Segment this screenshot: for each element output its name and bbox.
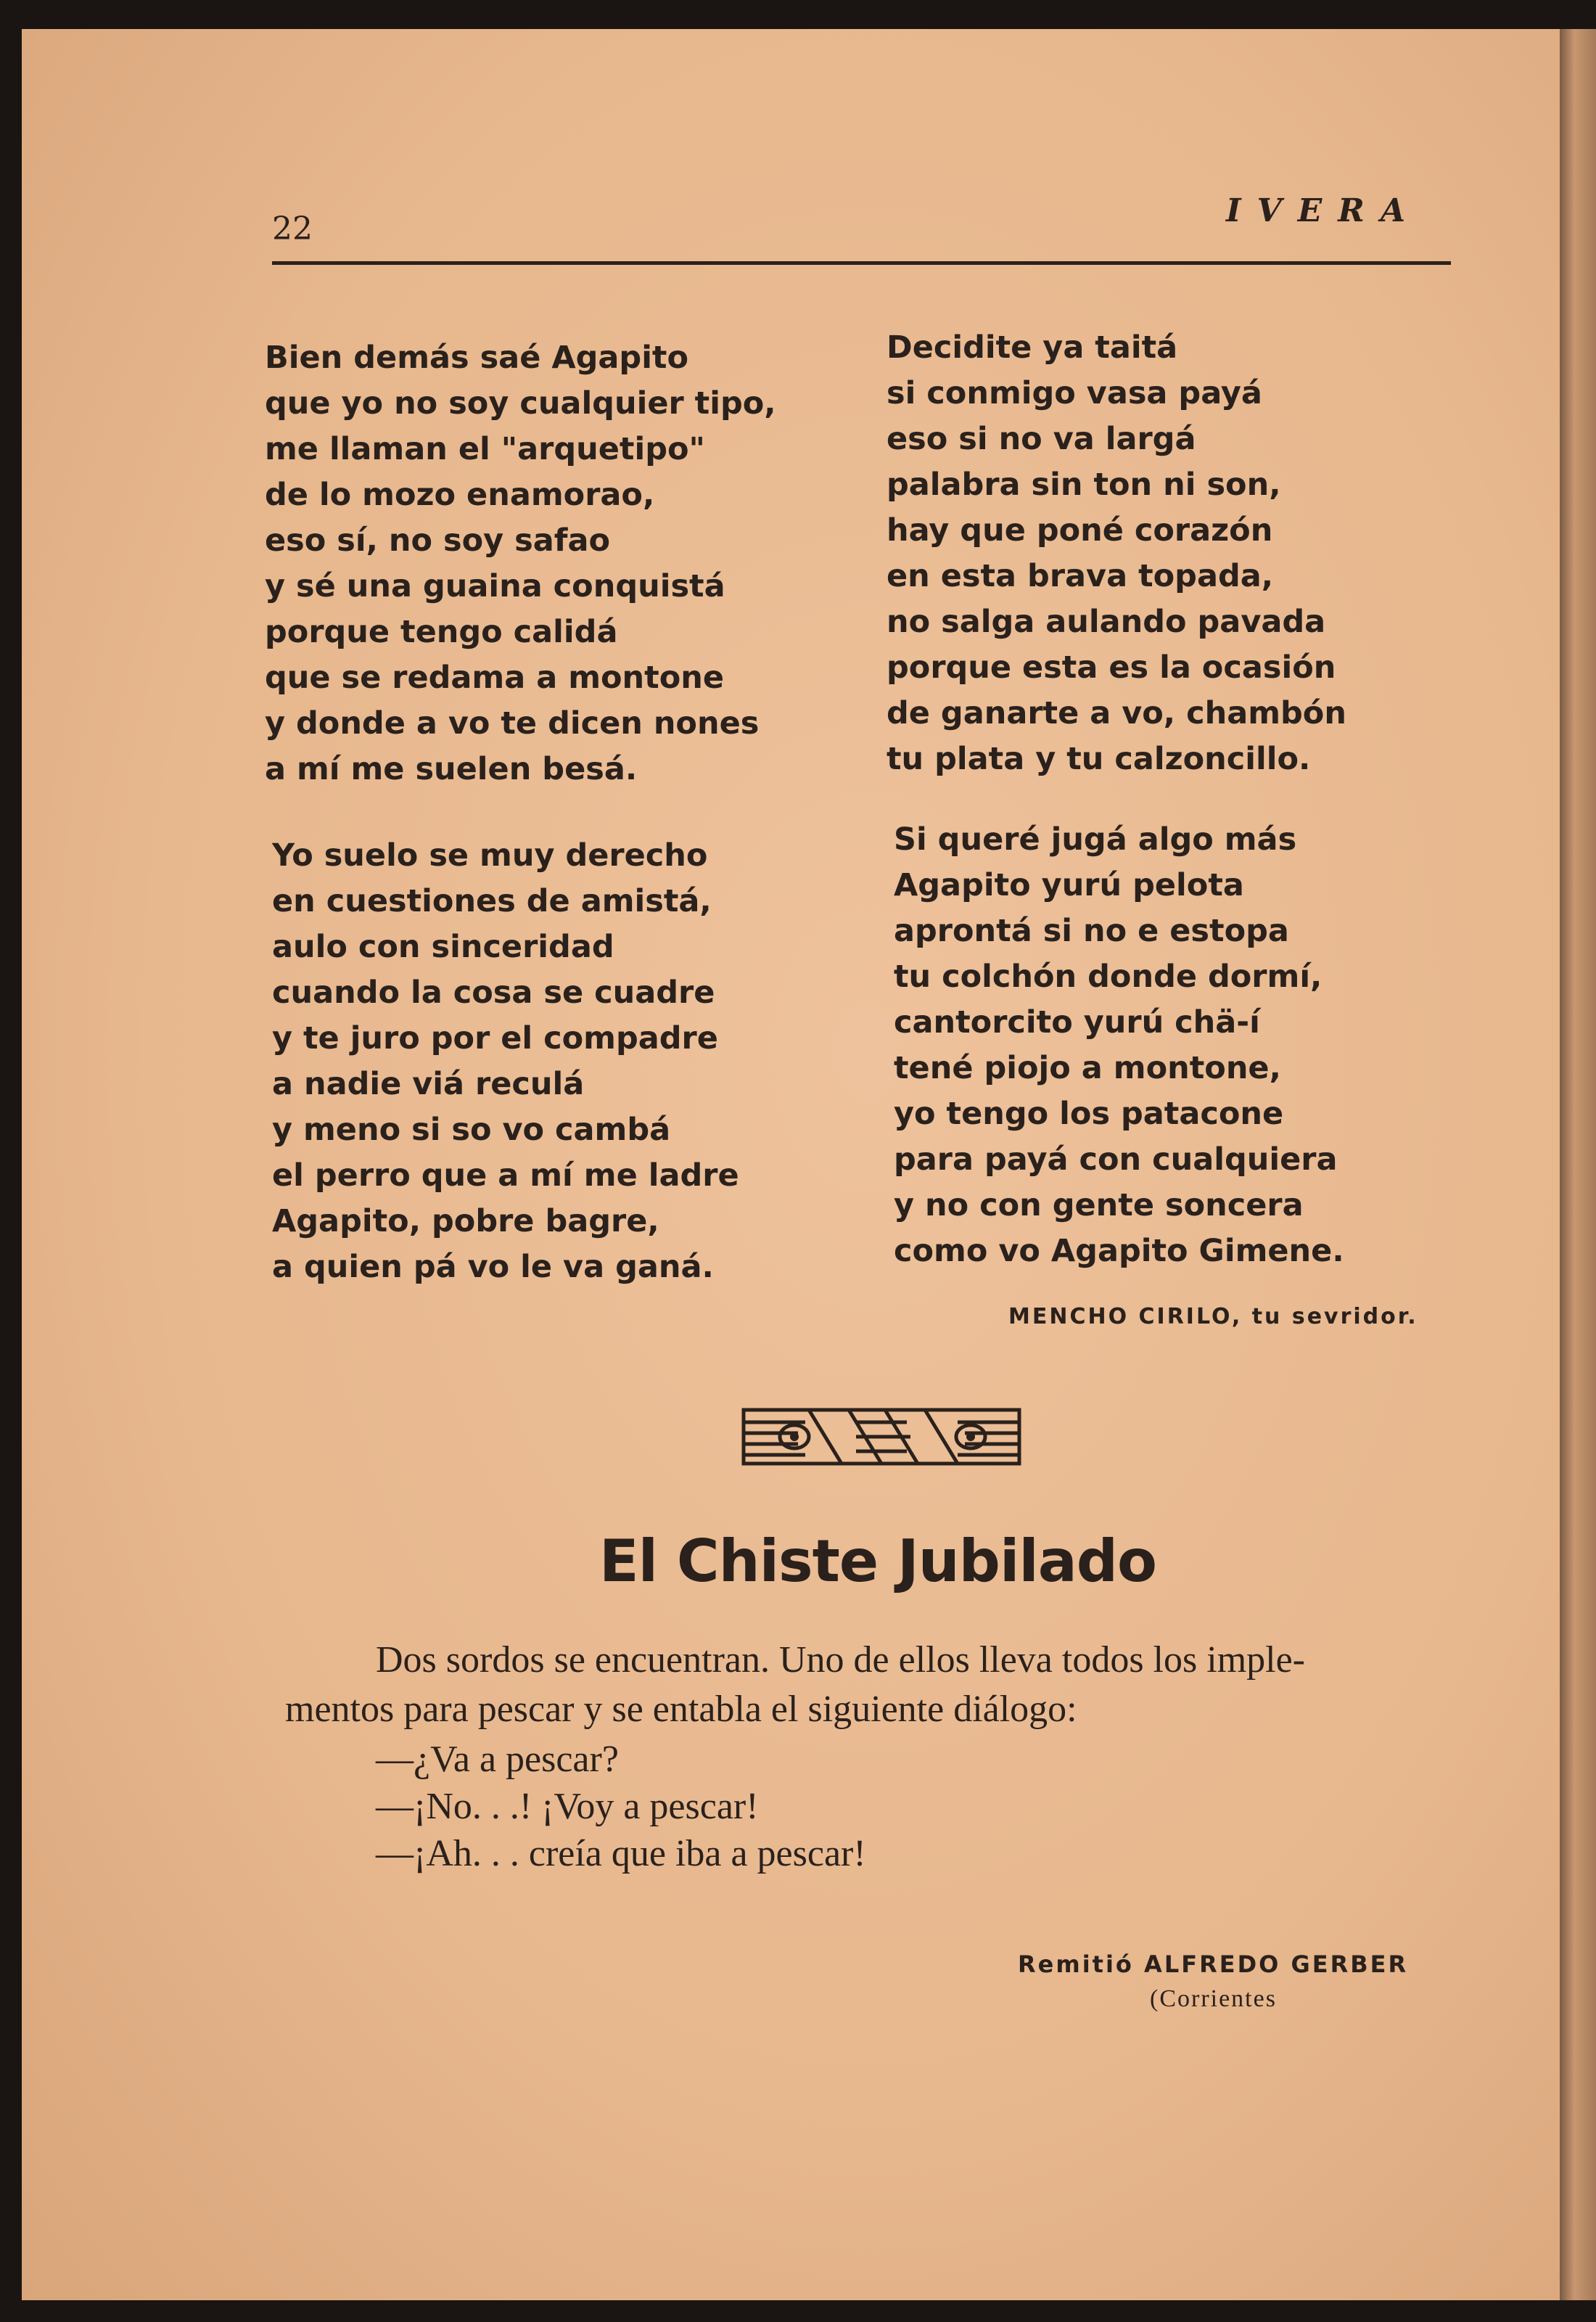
joke-paragraph-line-1: Dos sordos se encuentran. Uno de ellos lleva todos los imple- [376,1639,1305,1681]
header-rule [272,261,1451,265]
page-gutter [1560,29,1596,2300]
verse-line: a quien pá vo le va ganá. [272,1249,714,1285]
verse-line: eso si no va largá [887,421,1196,457]
joke-title: El Chiste Jubilado [598,1527,1156,1595]
verse-line: me llaman el "arquetipo" [265,431,705,467]
verse-line: tu plata y tu calzoncillo. [887,741,1311,777]
verse-line: en esta brava topada, [887,558,1274,594]
joke-dialogue-line: —¡Ah. . . creía que iba a pescar! [376,1833,866,1874]
ornament-divider [740,1397,1023,1477]
verse-line: aprontá si no e estopa [894,913,1289,949]
verse-line: y sé una guaina conquistá [265,568,725,604]
verse-line: palabra sin ton ni son, [887,467,1281,503]
verse-line: eso sí, no soy safao [265,522,611,559]
verse-line: cuando la cosa se cuadre [272,975,715,1011]
verse-line: que yo no soy cualquier tipo, [265,385,776,422]
verse-line: porque esta es la ocasión [887,649,1336,686]
joke-paragraph-line-2: mentos para pescar y se entabla el siguiente diálogo: [285,1689,1077,1730]
verse-line: para payá con cualquiera [894,1141,1338,1178]
verse-line: de ganarte a vo, chambón [887,695,1346,731]
verse-line: tu colchón donde dormí, [894,959,1323,995]
joke-dialogue-line: —¿Va a pescar? [376,1739,619,1780]
verse-line: Agapito yurú pelota [894,867,1244,903]
poem-signature: MENCHO CIRILO, tu sevridor. [1008,1304,1418,1329]
verse-line: Si queré jugá algo más [894,821,1297,858]
verse-line: hay que poné corazón [887,512,1273,549]
verse-line: a nadie viá reculá [272,1066,585,1102]
verse-line: si conmigo vasa payá [887,375,1262,411]
verse-line: aulo con sinceridad [272,929,614,965]
verse-line: cantorcito yurú chä-í [894,1004,1260,1041]
verse-line: yo tengo los patacone [894,1096,1284,1132]
verse-line: Agapito, pobre bagre, [272,1203,659,1239]
verse-line: no salga aulando pavada [887,604,1326,640]
verse-line: tené piojo a montone, [894,1050,1281,1086]
verse-line: que se redama a montone [265,660,725,696]
verse-line: y donde a vo te dicen nones [265,705,760,742]
poem-left-stanza-1 [265,335,776,792]
verse-line: en cuestiones de amistá, [272,883,712,919]
verse-line: y meno si so vo cambá [272,1112,671,1148]
poem-right-stanza-2 [894,817,1344,1274]
poem-right-stanza-1 [887,325,1346,782]
joke-sender-place: (Corrientes [1150,1985,1277,2012]
verse-line: porque tengo calidá [265,614,618,650]
page-number: 22 [272,210,313,247]
verse-line: el perro que a mí me ladre [272,1157,739,1194]
verse-line: como vo Agapito Gimene. [894,1233,1344,1269]
poem-left-stanza-2 [272,833,739,1290]
verse-line: a mí me suelen besá. [265,751,638,787]
verse-line: y te juro por el compadre [272,1020,718,1057]
verse-line: Bien demás saé Agapito [265,340,689,376]
verse-line: Yo suelo se muy derecho [272,837,708,874]
joke-dialogue-line: —¡No. . .! ¡Voy a pescar! [376,1786,759,1827]
running-head: IVERA [1226,192,1421,229]
verse-line: de lo mozo enamorao, [265,477,655,513]
verse-line: Decidite ya taitá [887,329,1178,366]
joke-sender: Remitió ALFREDO GERBER [1018,1950,1409,1978]
verse-line: y no con gente soncera [894,1187,1304,1223]
